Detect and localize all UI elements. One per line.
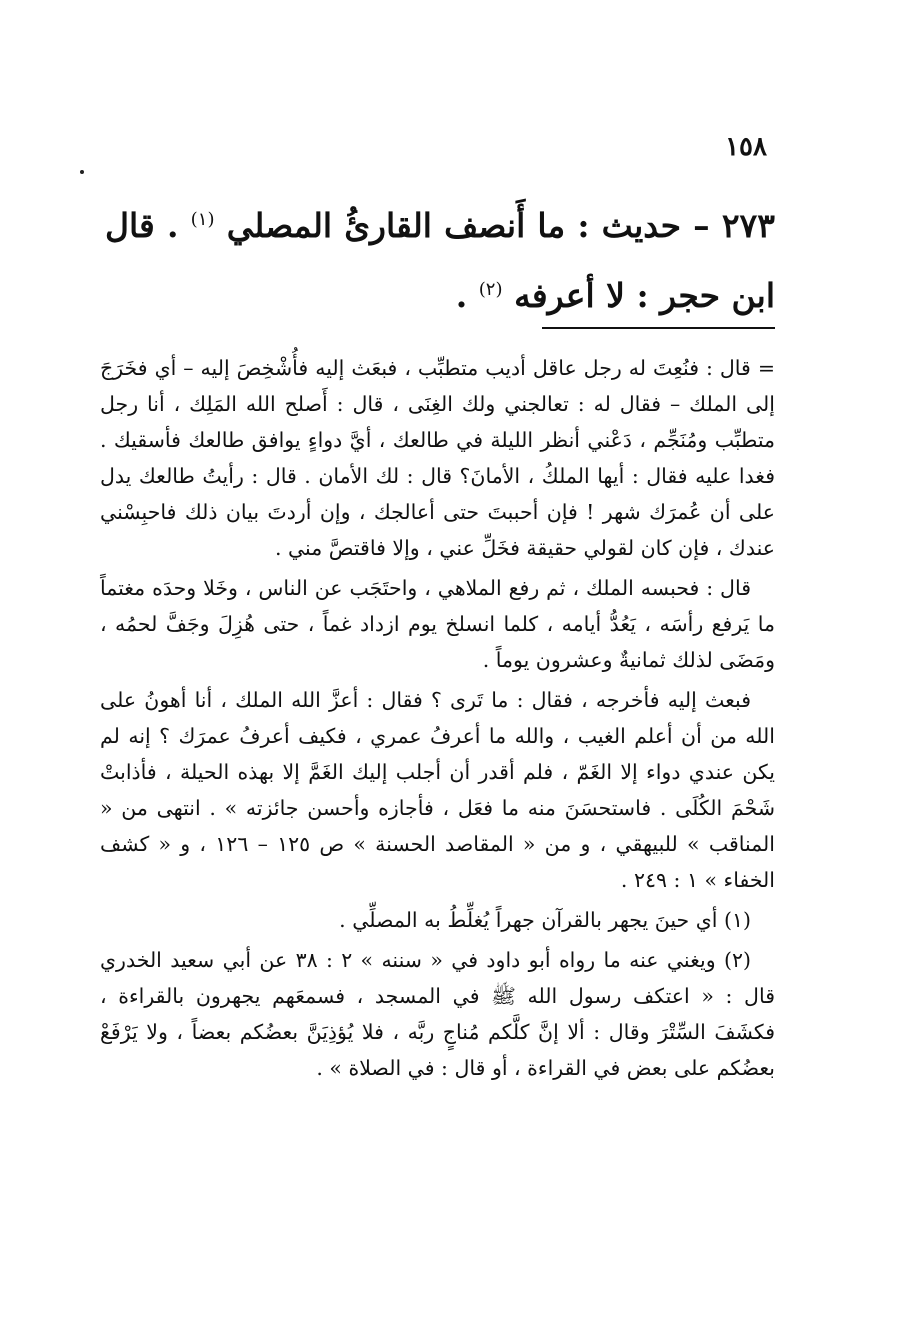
footnote-separator [542,327,775,329]
entry-text-2: . قال ابن حجر : لا أعرفه [105,206,775,315]
footnote-continuation: = قال : فنُعِتَ له رجل عاقل أديب متطبِّب ، فبعَث إليه فأُشْخِصَ إليه – أي فخَرَجَ إلى الملك – فقال له : تعالجني ولك الغِنَى ، قال : أَصلح الله المَلِك ، أنا رجل متطبِّب ومُنَجِّم ، دَعْني أنظر الليلة في طالعك ، أيَّ دواءٍ يوافق طالعك فأسقيك . فغدا عليه فقال : أيها الملكُ ، الأمانَ؟ قال : لك الأمان . قال : رأيتُ طالعك يدل على أن عُمرَك شهر ! فإن أحببتَ حتى أعالجك ، وإن أردتَ بيان ذلك فاحبِسْني عندك ، فإن كان لقولي حقيقة فخَلِّ عني ، وإلا فاقتصَّ مني . [100,356,775,560]
footnote-ref-2: (٢) [478,279,503,300]
hadith-entry [105,188,775,328]
ink-speck [80,170,84,174]
entry-end: . [455,276,468,315]
page-number: ١٥٨ [725,132,767,162]
footnote-2-text: ويغني عنه ما رواه أبو داود في « سننه » ٢ : ٣٨ عن أبي سعيد الخدري قال : « اعتكف رسول الله ﷺ في المسجد ، فسمعَهم يجهرون بالقراءة ، فكشَفَ السِّتْرَ وقال : ألا إنَّ كلَّكم مُناجٍ ربَّه ، فلا يُؤذِيَنَّ بعضُكم بعضاً ، ولا يَرْفَعْ بعضُكم على بعض في القراءة ، أو قال : في الصلاة » . [100,948,775,1080]
footnote-paragraph: فبعث إليه فأخرجه ، فقال : ما تَرى ؟ فقال : أعزَّ الله الملك ، أنا أهونُ على الله من أن أعلم الغيب ، والله ما أعرفُ عمري ، فكيف أعرفُ عمرَك ؟ إنه لم يكن عندي دواء إلا الغَمّ ، فلم أقدر أن أجلب إليك الغَمَّ إلا بهذه الحيلة ، فأذابتْ شَحْمَ الكُلَى . فاستحسَنَ منه ما فعَل ، فأجازه وأحسن جائزته » . انتهى من « المناقب » للبيهقي ، و من « المقاصد الحسنة » ص ١٢٥ – ١٢٦ ، و « كشف الخفاء » ١ : ٢٤٩ . [100,688,775,892]
footnote-1-text: أي حينَ يجهر بالقرآن جهراً يُغلِّطُ به المصلِّي . [339,908,718,932]
footnote-2 [100,942,775,1086]
footnote-ref-1: (١) [190,209,215,230]
footnote-1 [100,902,775,938]
footnotes [100,350,775,1210]
footnote-2-label: (٢) [723,948,751,972]
footnote-paragraph: قال : فحبسه الملك ، ثم رفع الملاهي ، واحتَجَب عن الناس ، وخَلا وحدَه مغتماً ما يَرفع رأسَه ، يَعُدُّ أيامه ، كلما انسلخ يوم ازداد غماً ، حتى هُزِلَ وجَفَّ لحمُه ، ومَضَى لذلك ثمانيةٌ وعشرون يوماً . [100,576,775,672]
entry-text: ٢٧٣ – حديث : ما أَنصف القارئُ المصلي [226,206,775,245]
footnote-1-label: (١) [723,908,751,932]
